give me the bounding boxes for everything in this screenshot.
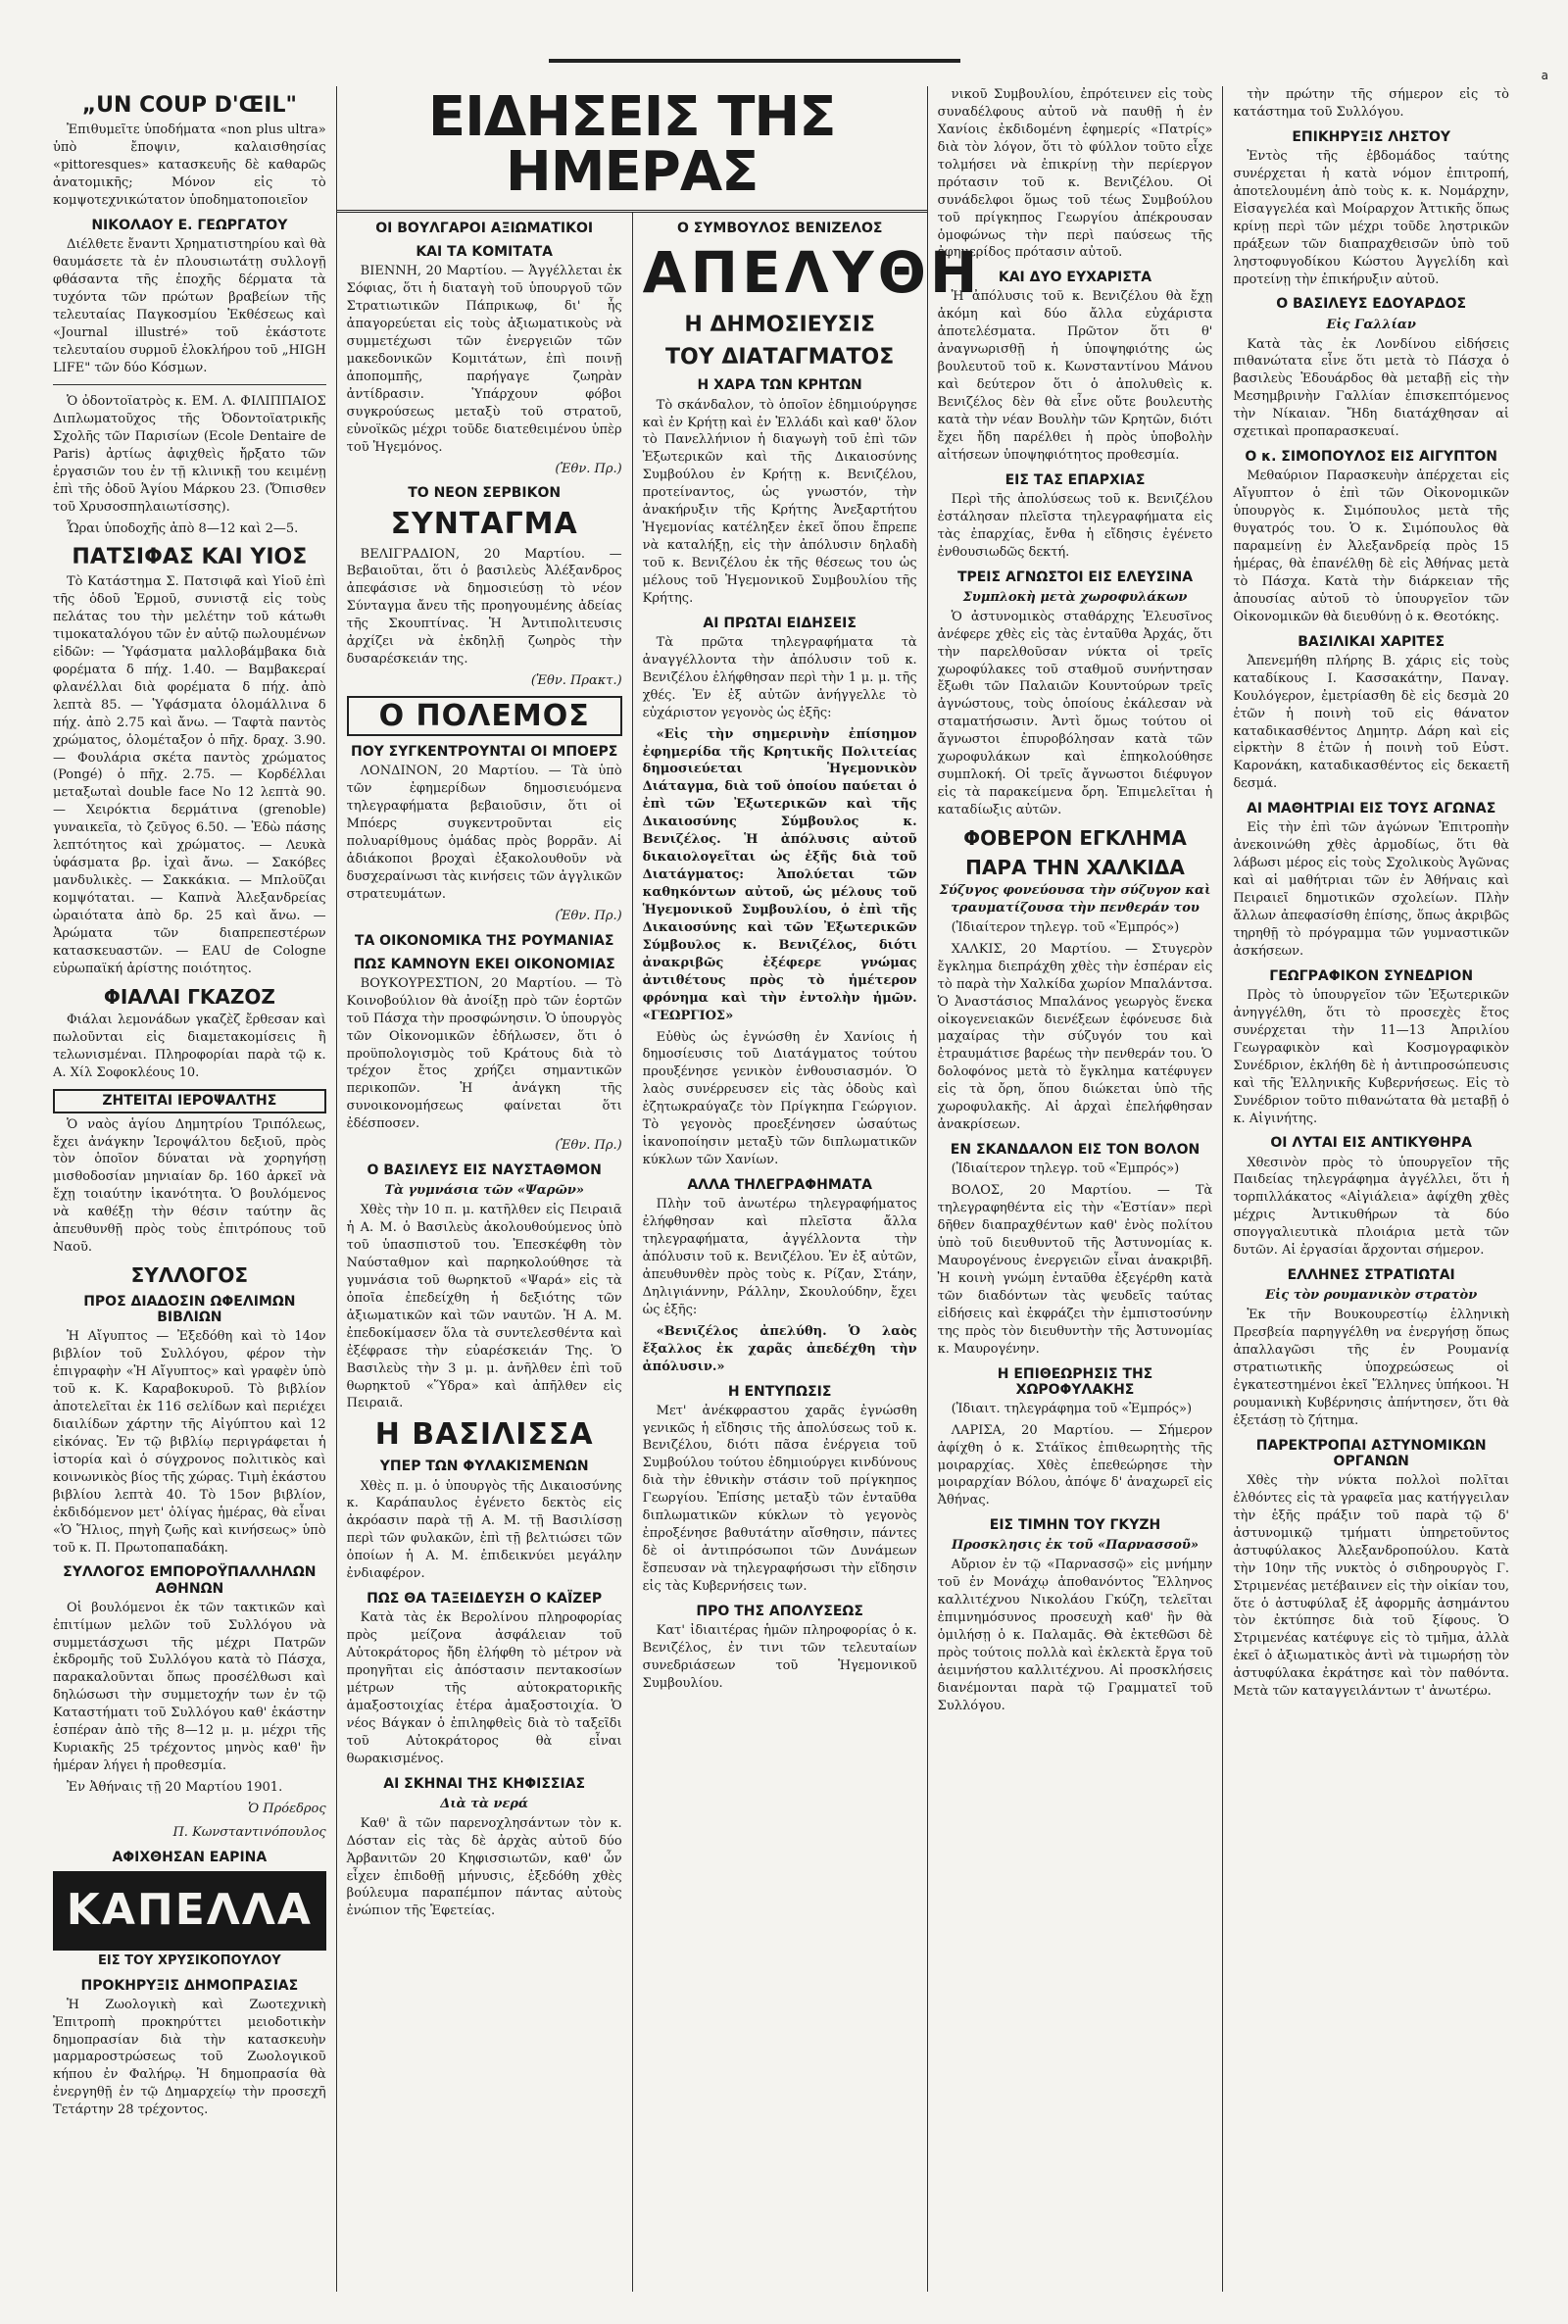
volos-src: (Ἰδιαίτερον τηλεγρ. τοῦ «Ἐμπρός»): [951, 1162, 1180, 1177]
ad-main: ΚΑΠΕΛΛΑ: [53, 1871, 326, 1951]
s2-sub: ΣΥΝΤΑΓΜΑ: [390, 506, 578, 541]
ad-top: ΑΦΙΧΘΗΣΑΝ ΕΑΡΙΝΑ: [112, 1849, 268, 1865]
lead-sub3: Η ΧΑΡΑ ΤΩΝ ΚΡΗΤΩΝ: [697, 377, 862, 394]
masthead-title: ΕΙΔΗΣΕΙΣ ΤΗΣ ΗΜΕΡΑΣ: [337, 86, 927, 213]
s6-text: Χθὲς π. μ. ὁ ὑπουργὸς τῆς Δικαιοσύνης κ. Καράπαυλος ἐγένετο δεκτὸς εἰς ἀκρόασιν παρὰ τῇ Α. Μ. τῇ Βασιλίσσῃ περὶ τῶν φυλακῶν, ἐπὶ τῇ βελτιώσει τῶν ὁποίων ἡ Α. Μ. ἐπιδεικνύει μεγάλην ἐνδιαφέρον.: [346, 1478, 622, 1582]
phials-text: Φιάλαι λεμονάδων γκαζὲζ ἔρθεσαν καὶ πωλοῦνται εἰς διαμετακομίσεις ἢ τελωνισμέναι. Πληροφορίαι παρὰ τῷ κ. Α. Χίλ Σοφοκλέους 10.: [53, 1012, 326, 1080]
patsifas-text: Τὸ Κατάστημα Σ. Πατσιφᾶ καὶ Υἱοῦ ἐπὶ τῆς ὁδοῦ Ἑρμοῦ, συνιστᾷ εἰς τοὺς πελάτας του τὴν μελέτην τοῦ κάτωθι τιμοκαταλόγου τῶν ἐν αὐτῷ πωλουμένων εἰδῶν: — Ὑφάσματα μαλλοβάμβακα διὰ φορέματα δ πήχ. 1.40. — Βαμβακεραί φλανέλλαι διὰ φορέματα δ πήχ. ἀπὸ λεπτὰ 85. — Ὑφάσματα ὁλομάλλινα δ πήχ. ἀπὸ 2.75 καὶ ἄνω. — Ταφτὰ παντὸς χρώματος, ὁλομέταξον ὁ πῆχ. δραχ. 3.90. — Φουλάρια σκέτα παντὸς χρώματος (Pongé) ὁ πῆχ. 2.75. — Κορδέλλαι μεταξωταὶ double face No 12 λεπτὰ 90. — Χειρόκτια δερμάτινα (grenoble) γυναικεῖα, τὸ ζεῦγος 6.50. — Ἐδὼ πάσης λεπτότητος καὶ χρώματος. — Λευκὰ ὑφάσματα βρ. ἰχαὶ ἄνω. — Σακόβες μανδυλικὲς. — Σακκάκια. — Μπλοῦζαι κομψόταται. — Καπνὰ Ἀλεξανδρείας ὠραιότατα ἀπὸ δρ. 25 καὶ ἄνω. — Ἀρώματα τῶν διαπρεπεστέρων κατασκευαστῶν. — EAU de Cologne εὐρωπαϊκή ἀρίστης ποιότητος.: [53, 574, 326, 976]
column-ads: [43, 86, 337, 2292]
other-title: ΑΛΛΑ ΤΗΛΕΓΡΑΦΗΜΑΤΑ: [687, 1177, 872, 1194]
s4-sub: ΠΩΣ ΚΑΜΝΟΥΝ ΕΚΕΙ ΟΙΚΟΝΟΜΙΑΣ: [353, 956, 615, 972]
s1-sig: (Ἐθν. Πρ.): [555, 461, 622, 476]
column-foreign-news: [337, 213, 633, 2292]
nikol-title: ΝΙΚΟΛΑΟΥ Ε. ΓΕΩΡΓΑΤΟΥ: [91, 217, 288, 233]
kyth-title: ΟΙ ΛΥΤΑΙ ΕΙΣ ΑΝΤΙΚΥΘΗΡΑ: [1270, 1135, 1472, 1152]
gyzis-title: ΕΙΣ ΤΙΜΗΝ ΤΟΥ ΓΚΥΖΗ: [989, 1517, 1161, 1534]
news-section: [337, 85, 982, 2292]
corner-mark: a: [1541, 69, 1548, 82]
ad-sub: ΕΙΣ ΤΟΥ ΧΡΥΣΙΚΟΠΟΥΛΟΥ: [98, 1953, 281, 1968]
s6-title: Η ΒΑΣΙΛΙΣΣΑ: [374, 1417, 594, 1453]
coup-text: Ἐπιθυμεῖτε ὑποδήματα «non plus ultra» ὑπὸ ἔποψιν, καλαισθησίας «pittoresques» κατασκευῆς δὲ καθαρῶς ἀνατομικῆς; Μόνον εἰς τὸ κομψοτεχνικώτατον ὑποδηματοποιεῖον: [53, 123, 326, 208]
crime-text: ΧΑΛΚΙΣ, 20 Μαρτίου. — Στυγερὸν ἔγκλημα διεπράχθη χθὲς τὴν ἑσπέραν εἰς τὸ παρὰ τὴν Χαλκίδα χωρίον Μπαλάντσα. Ὁ Ἀναστάσιος Μπαλάνος γεωργὸς ἕνεκα οἰκογενειακῶν διενέξεων ἐφόνευσε διὰ μαχαίρας τὴν σύζυγόν του καὶ ἐτραυμάτισε βαρέως τὴν πενθεράν του. Ὁ δολοφόνος μετὰ τὸ ἔγκλημα κατέφυγεν εἰς τὰ ὄρη, ὅπου διώκεται ὑπὸ τῆς χωροφυλακῆς. Αἱ ἀρχαὶ ἐπελήφθησαν ἀνακρίσεων.: [937, 941, 1213, 1133]
news-columns: [337, 213, 982, 2292]
geo-text: Πρὸς τὸ ὑπουργεῖον τῶν Ἐξωτερικῶν ἀνηγγέλθη, ὅτι τὸ προσεχὲς ἔτος συνέρχεται τὴν 11—13 Ἀπριλίου Γεωγραφικὸν καὶ Κοσμογραφικὸν Συνέδριον, ἐκλήθη δὲ ἡ ἀντιπροσώπευσις καὶ τῆς Ἑλληνικῆς Κυβερνήσεως. Εἰς τὸ Συνέδριον τοῦτο πιθανώτατα θὰ μεταβῇ ὁ κ. Αἰγινήτης.: [1233, 987, 1510, 1126]
s2-sig: (Ἐθν. Πρακτ.): [530, 673, 622, 689]
resign-text: Κατ' ἰδιαιτέρας ἡμῶν πληροφορίας ὁ κ. Βενιζέλος, ἐν τινι τῶν τελευταίων συνεδριάσεων τοῦ Ἡγεμονικοῦ Συμβουλίου.: [642, 1623, 917, 1691]
lead-text: Τὸ σκάνδαλον, τὸ ὁποῖον ἐδημιούργησε καὶ ἐν Κρήτῃ καὶ ἐν Ἑλλάδι καὶ καθ' ὅλον τὸ Πανελλήνιον ἡ διαγωγὴ τοῦ ἐπὶ τῶν Ἐξωτερικῶν καὶ τῆς Δικαιοσύνης Συμβούλου ἐν Κρήτῃ κ. Βενιζέλου, προτείναντος, ὡς γνωστόν, τὴν ἀνακήρυξιν τῆς Κρήτης Ἀνεξαρτήτου Ἡγεμονίας κατέληξεν ἐκεῖ ὅπου ἔπρεπε νὰ καταλήξῃ, εἰς τὴν ἀπόλυσιν δηλαδὴ τοῦ κ. Βενιζέλου ἐκ τῆς θέσεως του ὡς μέλους τοῦ Ἡγεμονικοῦ Συμβουλίου τῆς Κρήτης.: [642, 397, 917, 606]
eleusis-text: Ὁ ἀστυνομικὸς σταθάρχης Ἐλευσῖνος ἀνέφερε χθὲς εἰς τὰς ἐνταῦθα Ἀρχάς, ὅτι τὴν παρελθοῦσαν νύκτα οἱ τρεῖς χωροφύλακες τοῦ σταθμοῦ συνήντησαν ἔξωθι τῶν Παλαιῶν Κουντούρων τρεῖς ἀγνώστους, τοὺς ὁποίους ἐκάλεσαν νὰ σταματήσωσιν. Ἀντὶ ὅμως τούτου οἱ ἄγνωστοι ἐπυροβόλησαν κατὰ τῶν χωροφυλάκων καὶ ἐπηκολούθησε συμπλοκή. Οἱ τρεῖς ἄγνωστοι διέφυγον εἰς τὰ παρακείμενα ὄρη. Ἐπιμελεῖται ἡ καταδίωξις αὐτῶν.: [937, 609, 1213, 818]
s3-text: ΛΟΝΔΙΝΟΝ, 20 Μαρτίου. — Τὰ ὑπὸ τῶν ἐφημερίδων δημοσιευόμενα τηλεγραφήματα βεβαιοῦσιν, ὅτι οἱ Μπόερς συγκεντροῦνται εἰς πολυαρίθμους ὁμάδας πρὸς βορρᾶν. Αἱ ἀδιάκοποι βροχαὶ ἐξακολουθοῦν νὰ δυσχεραίνωσι τὰς κινήσεις τῶν ἀγγλικῶν στρατευμάτων.: [346, 764, 622, 902]
prov-title: ΕΙΣ ΤΑΣ ΕΠΑΡΧΙΑΣ: [1004, 471, 1146, 488]
kyth-text: Χθεσινὸν πρὸς τὸ ὑπουργεῖον τῆς Παιδείας τηλεγράφημα ἀγγέλλει, ὅτι ἡ τορπιλλάκατος «Αἰγιάλεια» ἀφίχθη χθὲς μέχρις Ἀντικυθήρων τὰ δύο σπογγαλιευτικὰ πλοιάρια μετὰ τῶν δυτῶν. Αἱ ἐργασίαι ἄρχονται σήμερον.: [1233, 1155, 1510, 1259]
auction-text: Ἡ Ζωολογικὴ καὶ Ζωοτεχνικὴ Ἐπιτροπὴ προκηρύττει μειοδοτικὴν δημοπρασίαν διὰ τὴν κατασκευὴν μαρμαροστρώσεως τοῦ Ζωολογικοῦ κήπου ἐν Φαλήρῳ. Ἡ δημοπρασία θὰ ἐνεργηθῇ ἐν τῷ Δημαρχείῳ τὴν προσεχῆ Τετάρτην 28 τρέχοντος.: [53, 1997, 326, 2118]
king-title: Ο ΒΑΣΙΛΕΥΣ ΕΔΟΥΑΡΔΟΣ: [1276, 296, 1467, 313]
pupils-text: Εἰς τὴν ἐπὶ τῶν ἀγώνων Ἐπιτροπὴν ἀνεκοινώθη χθὲς ἀρμοδίως, ὅτι θὰ λάβωσι μέρος εἰς τοὺς Σχολικοὺς Ἀγῶνας καὶ αἱ μαθήτριαι τῶν ἐν Ἀθήναις καὶ Πειραιεῖ δημοτικῶν σχολείων. Πλὴν ἄλλων ἀπεφασίσθη ἐπίσης, ὅπως ἀκριβῶς τηρηθῇ τὸ πρόγραμμα τῶν γυμναστικῶν ἀσκήσεων.: [1233, 820, 1510, 959]
s3-sub: ΠΟΥ ΣΥΓΚΕΝΤΡΟΥΝΤΑΙ ΟΙ ΜΠΟΕΡΣ: [351, 744, 618, 761]
coup-title: „UN COUP D'ŒIL": [81, 93, 297, 118]
hunt-text: Ἐντὸς τῆς ἑβδομάδος ταύτης συνέρχεται ἡ κατὰ νόμον ἐπιτροπή, ἀποτελουμένη ἀπὸ τοὺς κ. κ. Νομάρχην, Εἰσαγγελέα καὶ Μοίραρχον Ἀττικῆς ὅπως κρίνῃ περὶ τῶν μέχρι τοῦδε ληστρικῶν πράξεων τῶν διαπραχθεισῶν ὑπὸ τοῦ ληστοφυγοδίκου Κώστου Ἀγγελίδη καὶ προτείνῃ τὴν ἐπικήρυξιν αὐτοῦ.: [1233, 148, 1510, 287]
s4-sig: (Ἐθν. Πρ.): [555, 1138, 622, 1154]
columns: [43, 86, 1519, 2292]
c5-top-text: τὴν πρώτην τῆς σήμερον εἰς τὸ κατάστημα τοῦ Συλλόγου.: [1233, 87, 1510, 120]
phials-title: ΦΙΑΛΑΙ ΓΚΑΖΟΖ: [103, 984, 275, 1009]
eleusis-sub: Συμπλοκὴ μετὰ χωροφυλάκων: [962, 589, 1188, 605]
dentist-text: Ὁ ὀδοντοϊατρὸς κ. ΕΜ. Λ. ΦΙΛΙΠΠΑΙΟΣ Διπλωματοῦχος τῆς Ὀδοντοϊατρικῆς Σχολῆς τῶν Παρισίων (Ecole Dentaire de Paris) ἀρτίως ἀφιχθεὶς ἤρξατο τῶν ἐργασιῶν του ἐν τῇ κλινικῇ του κειμένῃ ἐπὶ τῆς ὁδοῦ Ἁγίου Μάρκου 23. (Ὄπισθεν τοῦ Χρυσοσπηλαιωτίσσης).: [53, 394, 326, 516]
top-rule: [549, 59, 960, 63]
s1-sub: ΚΑΙ ΤΑ ΚΟΜΙΤΑΤΑ: [416, 244, 554, 261]
first-title: ΑΙ ΠΡΩΤΑΙ ΕΙΔΗΣΕΙΣ: [703, 615, 857, 631]
priest-title: ΖΗΤΕΙΤΑΙ ΙΕΡΟΨΑΛΤΗΣ: [53, 1089, 326, 1113]
other-text: Πλὴν τοῦ ἀνωτέρω τηλεγραφήματος ἐλήφθησαν καὶ πλεῖστα ἄλλα τηλεγραφήματα, ἀγγέλλοντα τὴν ἀπόλυσιν τοῦ κ. Βενιζέλου. Ἐν ἐξ αὐτῶν, ἀπευθυνθὲν πρὸς τοὺς κ. Ρίζαν, Στάην, Δηλιγιάννην, Ράλλην, Σκουλούδην, ἔχει ὡς ἑξῆς:: [642, 1197, 917, 1317]
impr-text: Μετ' ἀνέκφραστου χαρᾶς ἐγνώσθη γενικῶς ἡ εἴδησις τῆς ἀπολύσεως τοῦ κ. Βενιζέλου, διότι πᾶσα ἐνέργεια τοῦ Συμβούλου τούτου ἐδημιούργει κινδύνους διὰ τὴν ἐθνικὴν στάσιν τοῦ πρίγκηπος Γεωργίου. Ἐπίσης μεταξὺ τῶν ἐνταῦθα διπλωματικῶν κύκλων τὸ γεγονὸς ἐπροξένησε βαθυτάτην αἴσθησιν, πάντες δὲ οἱ ἀντιπρόσωποι τῶν Δυνάμεων ἔσπευσαν νὰ τηλεγραφήσωσι τὴν εἴδησιν εἰς τὰς Κυβερνήσεις των.: [642, 1403, 917, 1594]
s2-text: ΒΕΛΙΓΡΑΔΙΟΝ, 20 Μαρτίου. — Βεβαιοῦται, ὅτι ὁ βασιλεὺς Ἀλέξανδρος ἀπεφάσισε νὰ δημοσιεύσῃ τὸ νέον Σύνταγμα ἄνευ τῆς προηγουμένης ἀδείας τῆς Σκουπτίνας. Ἡ Ἀντιπολιτευσις ἀρχίζει νὰ ἐκδηλῇ ζωηρὸς τὴν δυσαρέσκειάν της.: [346, 546, 622, 668]
gyzis-sub: Προσκλησις ἐκ τοῦ «Παρνασσοῦ»: [952, 1538, 1200, 1554]
s1-text: ΒΙΕΝΝΗ, 20 Μαρτίου. — Ἀγγέλλεται ἐκ Σόφιας, ὅτι ἡ διαταγὴ τοῦ ὑπουργοῦ τῶν Στρατιωτικῶν Πάπρικωφ, δι' ἧς ἀπαγορεύεται εἰς τοὺς ἀξιωματικοὺς νὰ συμμετέχωσι τῶν ἐνεργειῶν τῶν μακεδονικῶν Κομιτάτων, ἐπὶ ποινῇ ἀποπομπῆς, παρήγαγε ζωηρὰν ἀντίδρασιν. Ὑπάρχουν φόβοι συγκρούσεως μεταξὺ τοῦ στρατοῦ, εὐνοϊκῶς μέχρι τοῦδε διατεθειμένου ὑπὲρ τοῦ Ἡγεμόνος.: [346, 264, 622, 455]
first-quote: «Εἰς τὴν σημερινὴν ἐπίσημον ἐφημερίδα τῆς Κρητικῆς Πολιτείας δημοσιεύεται Ἡγεμονικὸν Διάταγμα, διὰ τοῦ ὁποίου παύεται ὁ ἐπὶ τῶν Ἐξωτερικῶν καὶ τῆς Δικαιοσύνης Σύμβουλος κ. Βενιζέλος. Ἡ ἀπόλυσις αὐτοῦ δικαιολογεῖται ὡς ἑξῆς διὰ τοῦ Διατάγματος: Ἀπολύεται τῶν καθηκόντων αὐτοῦ, ὡς μέλους τοῦ Ἡγεμονικοῦ Συμβουλίου, ὁ ἐπὶ τῆς Δικαιοσύνης καὶ τῶν Ἐξωτερικῶν Σύμβουλος κ. Βενιζέλος, διότι ἀνακριβῶς ἐξέφερε γνώμας ἀντιθέτους πρὸς τὸ ἡμέτερον φρόνημα καὶ τὴν ἐντολὴν ἡμῶν. «ΓΕΩΡΓΙΟΣ»: [642, 726, 917, 1023]
first-text: Τὰ πρῶτα τηλεγραφήματα τὰ ἀναγγέλλοντα τὴν ἀπόλυσιν τοῦ κ. Βενιζέλου ἐλήφθησαν περὶ τὴν 1 μ. μ. τῆς χθές. Ἐν ἐξ αὐτῶν ἀνήγγελλε τὸ εὐχάριστον γεγονὸς ὡς ἑξῆς:: [642, 634, 917, 720]
thanks-text: Ἡ ἀπόλυσις τοῦ κ. Βενιζέλου θὰ ἔχῃ ἀκόμη καὶ δύο ἄλλα εὐχάριστα ἀποτελέσματα. Πρῶτον ὅτι θ' ἀναγνωρισθῇ ἡ ὑποψηφιότης ὡς βουλευτοῦ τοῦ κ. Κωνσταντίνου Μάνου καὶ δεύτερον ὅτι ὁ ἀπολυθεὶς κ. Βενιζέλος δὲν θὰ εἶνε οὔτε βουλευτὴς κατὰ τὴν νέαν Βουλὴν τῶν Κρητῶν, διότι ἔχει ἤδη παρέλθει ἡ πρὸς ὑποβολὴν αἰτήσεων ὑποψηφιότητος προθεσμία.: [937, 289, 1213, 463]
s8-title: ΑΙ ΣΚΗΝΑΙ ΤΗΣ ΚΗΦΙΣΣΙΑΣ: [383, 1775, 586, 1792]
syllogos-text: Ἡ Αἴγυπτος — Ἐξεδόθη καὶ τὸ 14ον βιβλίον τοῦ Συλλόγου, φέρον τὴν ἐπιγραφὴν «Ἡ Αἴγυπτος» καὶ γραφὲν ὑπὸ τοῦ κ. Κ. Καραβοκυροῦ. Τὸ βιβλίον ἀποτελεῖται ἐκ 116 σελίδων καὶ περιέχει διαιλίδων χάρτην τῆς Αἰγύπτου καὶ 12 εἰκόνας. Ἐν τῷ βιβλίῳ περιγράφεται ἡ ἱστορία καὶ ὁ σύγχρονος πολιτικὸς καὶ κοινωνικὸς βίος τῆς χώρας. Τιμὴ ἑκάστου βιβλίου λεπτὰ 40. Τὸ 15ον βιβλίον, ἐκδιδόμενον μετ' ὀλίγας ἡμέρας, θὰ εἶναι «Ὁ Ἥλιος, πηγὴ ζωῆς καὶ κινήσεως» ὑπὸ τοῦ κ. Π. Πρωτοπαπαδάκη.: [53, 1329, 326, 1556]
nikol-text: Διέλθετε ἔναντι Χρηματιστηρίου καὶ θὰ θαυμάσετε τὰ ἐν πλουσιωτάτῃ συλλογῇ φθάσαντα τῆς ἐποχῆς δέρματα τὰ τυχόντα τῶν πρώτων βραβείων τῆς τελευταίας Παγκοσμίου Ἐκθέσεως καὶ «Journal illustré» τοῦ ἑκάστοτε τελευταίου συρμοῦ ἐλοκλήρου τοῦ „HIGH LIFE" τῶν δύο Κόσμων.: [53, 236, 326, 375]
astro-text: Χθὲς τὴν νύκτα πολλοὶ πολῖται ἐλθόντες εἰς τὰ γραφεῖα μας κατήγγειλαν τὴν ἑξῆς πράξιν τοῦ παρὰ τῷ δ' ἀστυνομικῷ τμήματι ὑπηρετοῦντος ἀστυφύλακος Ἀλεξανδροπούλου. Κατὰ τὴν 10ην τῆς νυκτὸς ὁ σιδηρουργὸς Γ. Στριμενέας μετέβαινεν εἰς τὴν οἰκίαν του, ὅτε ὁ ἀστυφύλαξ ἐξ ἀφορμῆς ἀσημάντου τὸν ἐκτύπησε διὰ τοῦ ξίφους. Ὁ Στριμενέας κατέφυγε εἰς τὸ τμῆμα, ἀλλὰ ἐκεῖ ὁ ἀξιωματικὸς ἀντὶ νὰ τιμωρήσῃ τὸν ἀστυφύλακα ἐκράτησε καὶ τὸν παθόντα. Μετὰ τῶν καταγγειλάντων τ' ἀνωτέρω.: [1233, 1472, 1510, 1700]
other-quote: «Βενιζέλος ἀπελύθη. Ὁ λαὸς ἔξαλλος ἐκ χαρᾶς ἀπεδέχθη τὴν ἀπόλυσιν.»: [642, 1323, 917, 1374]
thanks-title: ΚΑΙ ΔΥΟ ΕΥΧΑΡΙΣΤΑ: [998, 270, 1152, 286]
egypt-title: Ο κ. ΣΙΜΟΠΟΥΛΟΣ ΕΙΣ ΑΙΓΥΠΤΟΝ: [1245, 449, 1497, 466]
gendarm-src: (Ἰδιαιτ. τηλεγράφημα τοῦ «Ἐμπρός»): [951, 1401, 1193, 1416]
king-sub: Εἰς Γαλλίαν: [1326, 317, 1416, 332]
lead-kicker: Ο ΣΥΜΒΟΥΛΟΣ ΒΕΝΙΖΕΛΟΣ: [676, 221, 883, 236]
priest-text: Ὁ ναὸς ἁγίου Δημητρίου Τριπόλεως, ἔχει ἀνάγκην Ἱεροψάλτου δεξιοῦ, πρὸς τὸν ὁποῖον δύναται νὰ χορηγήσῃ μισθοδοσίαν μηνιαίαν δρ. 160 ἀρκεῖ νὰ ἔχῃ τοιαύτην ἱκανότητα. Ὁ βουλόμενος νὰ καθέξῃ τὴν θέσιν ταύτην ἂς ἀπευθυνθῇ πρὸς τοὺς ἐπιτρόπους τοῦ Ναοῦ.: [53, 1116, 326, 1256]
merchants-sig2: Π. Κωνσταντινόπουλος: [172, 1824, 326, 1840]
crime-sub2: Σύζυγος φονεύουσα τὴν σύζυγον καὶ τραυματίζουσα τὴν πενθεράν του: [939, 882, 1211, 915]
dentist-hours: Ὧραι ὑποδοχῆς ἀπὸ 8—12 καὶ 2—5.: [67, 521, 299, 537]
gendarm-title: Η ΕΠΙΘΕΩΡΗΣΙΣ ΤΗΣ ΧΩΡΟΦΥΛΑΚΗΣ: [997, 1365, 1153, 1398]
soldiers-sub: Εἰς τὸν ρουμανικὸν στρατὸν: [1265, 1288, 1478, 1304]
impr-title: Η ΕΝΤΥΠΩΣΙΣ: [727, 1383, 832, 1400]
merchants-sig1: Ὁ Πρόεδρος: [248, 1801, 326, 1816]
resign-title: ΠΡΟ ΤΗΣ ΑΠΟΛΥΣΕΩΣ: [696, 1603, 863, 1619]
soldiers-text: Ἐκ τῆν Βουκουρεστίῳ ἑλληνικὴ Πρεσβεία παρηγγέλθη να ἐνεργήσῃ ὅπως ἀπαλλαγῶσι τῆς ἐν Ρουμανίᾳ στρατιωτικῆς ὑποχρεώσεως οἱ ἐγκατεστημένοι ἐκεῖ Ἕλληνες ὑπήκοοι. Ἡ ρουμανικὴ Κυβέρνησις ἀπήντησεν, ὅτι θὰ ἐξετάσῃ τὸ ζήτημα.: [1233, 1308, 1510, 1428]
s3-sig: (Ἐθν. Πρ.): [555, 908, 622, 923]
hunt-title: ΕΠΙΚΗΡΥΞΙΣ ΛΗΣΤΟΥ: [1292, 128, 1450, 145]
auction-title: ΠΡΟΚΗΡΥΞΙΣ ΔΗΜΟΠΡΑΣΙΑΣ: [80, 1977, 299, 1994]
s1-title: ΟΙ ΒΟΥΛΓΑΡΟΙ ΑΞΙΩΜΑΤΙΚΟΙ: [375, 221, 594, 236]
prov-text: Περὶ τῆς ἀπολύσεως τοῦ κ. Βενιζέλου ἐστάλησαν πλεῖστα τηλεγραφήματα εἰς τὰς ἐπαρχίας, ἔνθα ἡ εἴδησις ἐγένετο ἐνθουσιωδῶς δεκτή.: [937, 491, 1213, 560]
volos-title: ΕΝ ΣΚΑΝΔΑΛΟΝ ΕΙΣ ΤΟΝ ΒΟΛΟΝ: [950, 1142, 1200, 1159]
merchants-text: Οἱ βουλόμενοι ἐκ τῶν τακτικῶν καὶ ἐπιτίμων μελῶν τοῦ Συλλόγου νὰ συμμετάσχωσι τῆς μέχρι Πατρῶν ἐκδρομῆς τοῦ Συλλόγου κατὰ τὸ Πάσχα, παρακαλοῦνται ὅπως προσέλθωσι καὶ δηλώσωσι τὴν συμμετοχήν των ἐν τῷ Καταστήματι τοῦ Συλλόγου καθ' ἑκάστην ἑσπέραν ἀπὸ τῆς 8—12 μ. μ. μέχρι τῆς Κυριακῆς 25 τρέχοντος μηνὸς καθ' ἣν ἡμέραν λήγει ἡ προθεσμία.: [53, 1600, 326, 1774]
s5-title: Ο ΒΑΣΙΛΕΥΣ ΕΙΣ ΝΑΥΣΤΑΘΜΟΝ: [367, 1162, 602, 1179]
first-text2: Εὐθὺς ὡς ἐγνώσθη ἐν Χανίοις ἡ δημοσίευσις τοῦ Διατάγματος τούτου προυξένησε γενικὸν ἐνθουσιασμόν. Ὁ λαὸς συνέρρευσεν εἰς τὰς ὁδοὺς καὶ ἐζητωκραύγαζε τὸν Πρίγκηπα Γεώργιον. Τὸ γεγονὸς προεξένησεν ὡσαύτως ἱκανοποίησιν μεταξὺ τῶν διπλωματικῶν κύκλων τῶν Χανίων.: [642, 1029, 917, 1168]
crime-sub: ΠΑΡΑ ΤΗΝ ΧΑΛΚΙΔΑ: [965, 855, 1185, 879]
astro-title: ΠΑΡΕΚΤΡΟΠΑΙ ΑΣΤΥΝΟΜΙΚΩΝ ΟΡΓΑΝΩΝ: [1255, 1437, 1487, 1469]
pupils-title: ΑΙ ΜΑΘΗΤΡΙΑΙ ΕΙΣ ΤΟΥΣ ΑΓΩΝΑΣ: [1247, 801, 1496, 817]
s4-title: ΤΑ ΟΙΚΟΝΟΜΙΚΑ ΤΗΣ ΡΟΥΜΑΝΙΑΣ: [354, 932, 614, 949]
gendarm-text: ΛΑΡΙΣΑ, 20 Μαρτίου. — Σήμερον ἀφίχθη ὁ κ. Στάϊκος ἐπιθεωρητὴς τῆς μοιραρχίας. Χθὲς ἐπεθεώρησε τὴν μοιραρχίαν Βόλου, ἀπόψε δ' ἀναχωρεῖ εἰς Ἀθήνας.: [937, 1422, 1213, 1508]
geo-title: ΓΕΩΓΡΑΦΙΚΟΝ ΣΥΝΕΔΡΙΟΝ: [1269, 967, 1474, 984]
s4-text: ΒΟΥΚΟΥΡΕΣΤΙΟΝ, 20 Μαρτίου. — Τὸ Κοινοβούλιον θὰ ἀνοίξῃ πρὸ τῶν ἑορτῶν τοῦ Πάσχα τὴν προσφώνησιν. Ὁ ὑπουργὸς τῶν Οἰκονομικῶν ἐδήλωσεν, ὅτι ὁ προϋπολογισμὸς τοῦ Κράτους διὰ τὸ τρέχον ἔτος χρήζει σημαντικῶν περικοπῶν. Ἡ ἀνάγκη τῆς συνοικονομήσεως φαίνεται ὅτι ἐδέσποσεν.: [346, 975, 622, 1132]
grace-title: ΒΑΣΙΛΙΚΑΙ ΧΑΡΙΤΕΣ: [1298, 633, 1446, 650]
merchants-date: Ἐν Ἀθήναις τῇ 20 Μαρτίου 1901.: [67, 1780, 283, 1795]
volos-text: ΒΟΛΟΣ, 20 Μαρτίου. — Τὰ τηλεγραφηθέντα εἰς τὴν «Ἑστίαν» περὶ δῆθεν διαπραχθέντων καθ' ἐνὸς πολίτου ὑπὸ τοῦ διευθυντοῦ τῆς Ἀστυνομίας κ. Μαυρογένους ἐνεργειῶν εἶναι ἀνακριβῆ. Ἡ κοινὴ γνώμη ἐνταῦθα ἐξεγέρθη κατὰ τῶν διαδόντων τὰς ψευδεῖς ταύτας εἰδήσεις καὶ ἐκφράζει τὴν ἐμπιστοσύνην της πρὸς τὸν διευθυντὴν τῆς Ἀστυνομίας κ. Μαυρογένην.: [937, 1183, 1213, 1357]
c4-top-text: νικοῦ Συμβουλίου, ἐπρότεινεν εἰς τοὺς συναδέλφους αὐτοῦ νὰ παυθῇ ἡ ἐν Χανίοις ἐκδιδομένη ἐφημερίς «Πατρίς» διὰ τὸν λόγον, ὅτι τὸ φύλλον τοῦτο εἶχε τολμήσει νὰ ἐπικρίνῃ τὴν περίεργον πρότασιν τοῦ κ. Βενιζέλου. Οἱ συνάδελφοι ὅμως τοῦ τέως Συμβούλου τοῦ πρίγκηπος Γεωργίου ἀπέκρουσαν ὁμοφώνως τὴν περὶ παύσεως τῆς ἐφημερίδος πρότασιν αὐτοῦ.: [937, 87, 1213, 261]
s7-text: Κατὰ τὰς ἐκ Βερολίνου πληροφορίας πρὸς μείζονα ἀσφάλειαν τοῦ Αὐτοκράτορος ἤδη ἐλήφθη τὸ μέτρον νὰ προηγῆται εἰς ἀπόστασιν πεντακοσίων μέτρων τῆς αὐτοκρατορικῆς ἁμαξοστοιχίας ἑτέρα ἁμαξοστοιχία. Ὁ νέος Βάγκαν ὁ ἐπιληφθεὶς διὰ τὸ ταξεῖδι τοῦ Αὐτοκράτορος θὰ εἶναι θωρακισμένος.: [346, 1610, 622, 1766]
lead-sub2: ΤΟΥ ΔΙΑΤΑΓΜΑΤΟΣ: [665, 345, 895, 371]
lead-title: ΑΠΕΛΥΘΗ: [642, 239, 982, 307]
s6-sub: ΥΠΕΡ ΤΩΝ ΦΥΛΑΚΙΣΜΕΝΩΝ: [379, 1459, 589, 1475]
syllogos-title: ΣΥΛΛΟΓΟΣ: [130, 1263, 249, 1288]
s5-text: Χθὲς τὴν 10 π. μ. κατῆλθεν εἰς Πειραιᾶ ἡ Α. Μ. ὁ Βασιλεὺς ἀκολουθούμενος ὑπὸ τοῦ ὑπασπιστοῦ του. Ἐπεσκέφθη τὸν Ναύσταθμον καὶ παρηκολούθησε τὰ γυμνάσια τοῦ θωρηκτοῦ «Ψαρά» εἰς τὰ ὁποῖα ἐπεδείχθη ἡ δεξιότης τῶν ἀξιωματικῶν καὶ τῶν ναυτῶν. Ἡ Α. Μ. ἐπεδοκίμασεν ὅλα τὰ συντελεσθέντα καὶ ἐξέφρασε τὴν εὐαρέσκειάν Της. Ὁ Βασιλεὺς τὴν 3 μ. μ. ἀνῆλθεν ἐπὶ τοῦ θωρηκτοῦ «Ὕδρα» καὶ ἀπῆλθεν εἰς Πειραιᾶ.: [346, 1203, 622, 1411]
grace-text: Ἀπενεμήθη πλήρης Β. χάρις εἰς τοὺς καταδίκους Ι. Κασσακάτην, Παναγ. Κουλόγερον, ἐμετρίασθη δὲ εἰς δεσμὰ 20 ἐτῶν ἡ ποινὴ τοῦ εἰς θάνατον καταδικασθέντος Δημητρ. Δάρη καὶ εἰς εἱρκτὴν 8 ἐτῶν ἡ ποινὴ τοῦ Εὐστ. Καρονάκη, καταδικασθέντος εἰς δεκαετῆ δεσμά.: [1233, 653, 1510, 792]
s7-title: ΠΩΣ ΘΑ ΤΑΞΕΙΔΕΥΣΗ Ο ΚΑΪΖΕΡ: [367, 1591, 603, 1607]
crime-title: ΦΟΒΕΡΟΝ ΕΓΚΛΗΜΑ: [963, 825, 1187, 850]
divider: [53, 384, 326, 385]
column-domestic-news: [928, 86, 1224, 2292]
s2-title: ΤΟ ΝΕΟΝ ΣΕΡΒΙΚΟΝ: [408, 485, 562, 502]
crime-src: (Ἰδιαίτερον τηλεγρ. τοῦ «Ἐμπρός»): [951, 919, 1180, 935]
eleusis-title: ΤΡΕΙΣ ΑΓΝΩΣΤΟΙ ΕΙΣ ΕΛΕΥΣΙΝΑ: [956, 569, 1194, 585]
s8-sub: Διὰ τὰ νερά: [440, 1796, 529, 1811]
s8-text: Καθ' ἃ τῶν παρενοχλησάντων τὸν κ. Δόσταν εἰς τὰς δὲ ἀρχὰς αὐτοῦ δύο Ἀρβανιτῶν 20 Κηφισσιωτῶν, καθ' ὧν εἶχεν ἐπιδοθῇ μήνυσις, ἐξεδόθη χθὲς βούλευμα παραπέμπον πάντας αὐτοὺς ἐνώπιον τῆς Ἐφετείας.: [346, 1815, 622, 1919]
egypt-text: Μεθαύριον Παρασκευὴν ἀπέρχεται εἰς Αἴγυπτον ὁ ἐπὶ τῶν Οἰκονομικῶν ὑπουργὸς κ. Σιμόπουλος μετὰ τῆς θυγατρός του. Ὁ κ. Σιμόπουλος θὰ παραμείνῃ ἐν Ἀλεξανδρείᾳ πρὸς 15 ἡμέρας, θὰ ἐπανέλθῃ δὲ εἰς Ἀθήνας μετὰ τὸ Πάσχα. Κατὰ τὴν διάρκειαν τῆς ἀπουσίας αὐτοῦ τὸ ὑπουργεῖον τῶν Οἰκονομικῶν θὰ διευθύνῃ ὁ κ. Θεοτόκης.: [1233, 469, 1510, 624]
merchants-title: ΣΥΛΛΟΓΟΣ ΕΜΠΟΡΟΫΠΑΛΛΗΛΩΝ ΑΘΗΝΩΝ: [63, 1564, 317, 1597]
column-lead-story: [633, 213, 982, 2292]
s5-sub: Τὰ γυμνάσια τῶν «Ψαρῶν»: [384, 1183, 584, 1199]
soldiers-title: ΕΛΛΗΝΕΣ ΣΤΡΑΤΙΩΤΑΙ: [1287, 1267, 1455, 1284]
syllogos-sub: ΠΡΟΣ ΔΙΑΔΟΣΙΝ ΩΦΕΛΙΜΩΝ ΒΙΒΛΙΩΝ: [83, 1294, 296, 1326]
patsifas-title: ΠΑΤΣΙΦΑΣ ΚΑΙ ΥΙΟΣ: [72, 544, 308, 569]
lead-sub1: Η ΔΗΜΟΣΙΕΥΣΙΣ: [684, 312, 875, 337]
s3-title: Ο ΠΟΛΕΜΟΣ: [347, 696, 622, 736]
column-short-news: [1223, 86, 1519, 2292]
gyzis-text: Αὔριον ἐν τῷ «Παρνασσῷ» εἰς μνήμην τοῦ ἐν Μονάχῳ ἀποθανόντος Ἕλληνος καλλιτέχνου Νικολάου Γκύζη, τελεῖται ἐπιμνημόσυνος προσευχὴ καθ' ἣν θὰ ὁμιλήσῃ ὁ κ. Παλαμᾶς. Θὰ ἐκτεθῶσι δὲ πρὸς τούτοις πολλὰ καὶ ἐκλεκτὰ ἔργα τοῦ ἀειμνήστου καλλιτέχνου. Αἱ προσκλήσεις διανέμονται παρὰ τῷ Γραμματεῖ τοῦ Συλλόγου.: [937, 1558, 1213, 1713]
king-text: Κατὰ τὰς ἐκ Λονδίνου εἰδήσεις πιθανώτατα εἶνε ὅτι μετὰ τὸ Πάσχα ὁ βασιλεὺς Ἐδουάρδος θὰ μεταβῇ εἰς τὴν Μεσημβρινὴν Γαλλίαν ἐπισκεπτόμενος τὴν Νίκαιαν. Ἤδη διατάχθησαν αἱ σχετικαὶ προπαρασκευαί.: [1233, 336, 1510, 440]
